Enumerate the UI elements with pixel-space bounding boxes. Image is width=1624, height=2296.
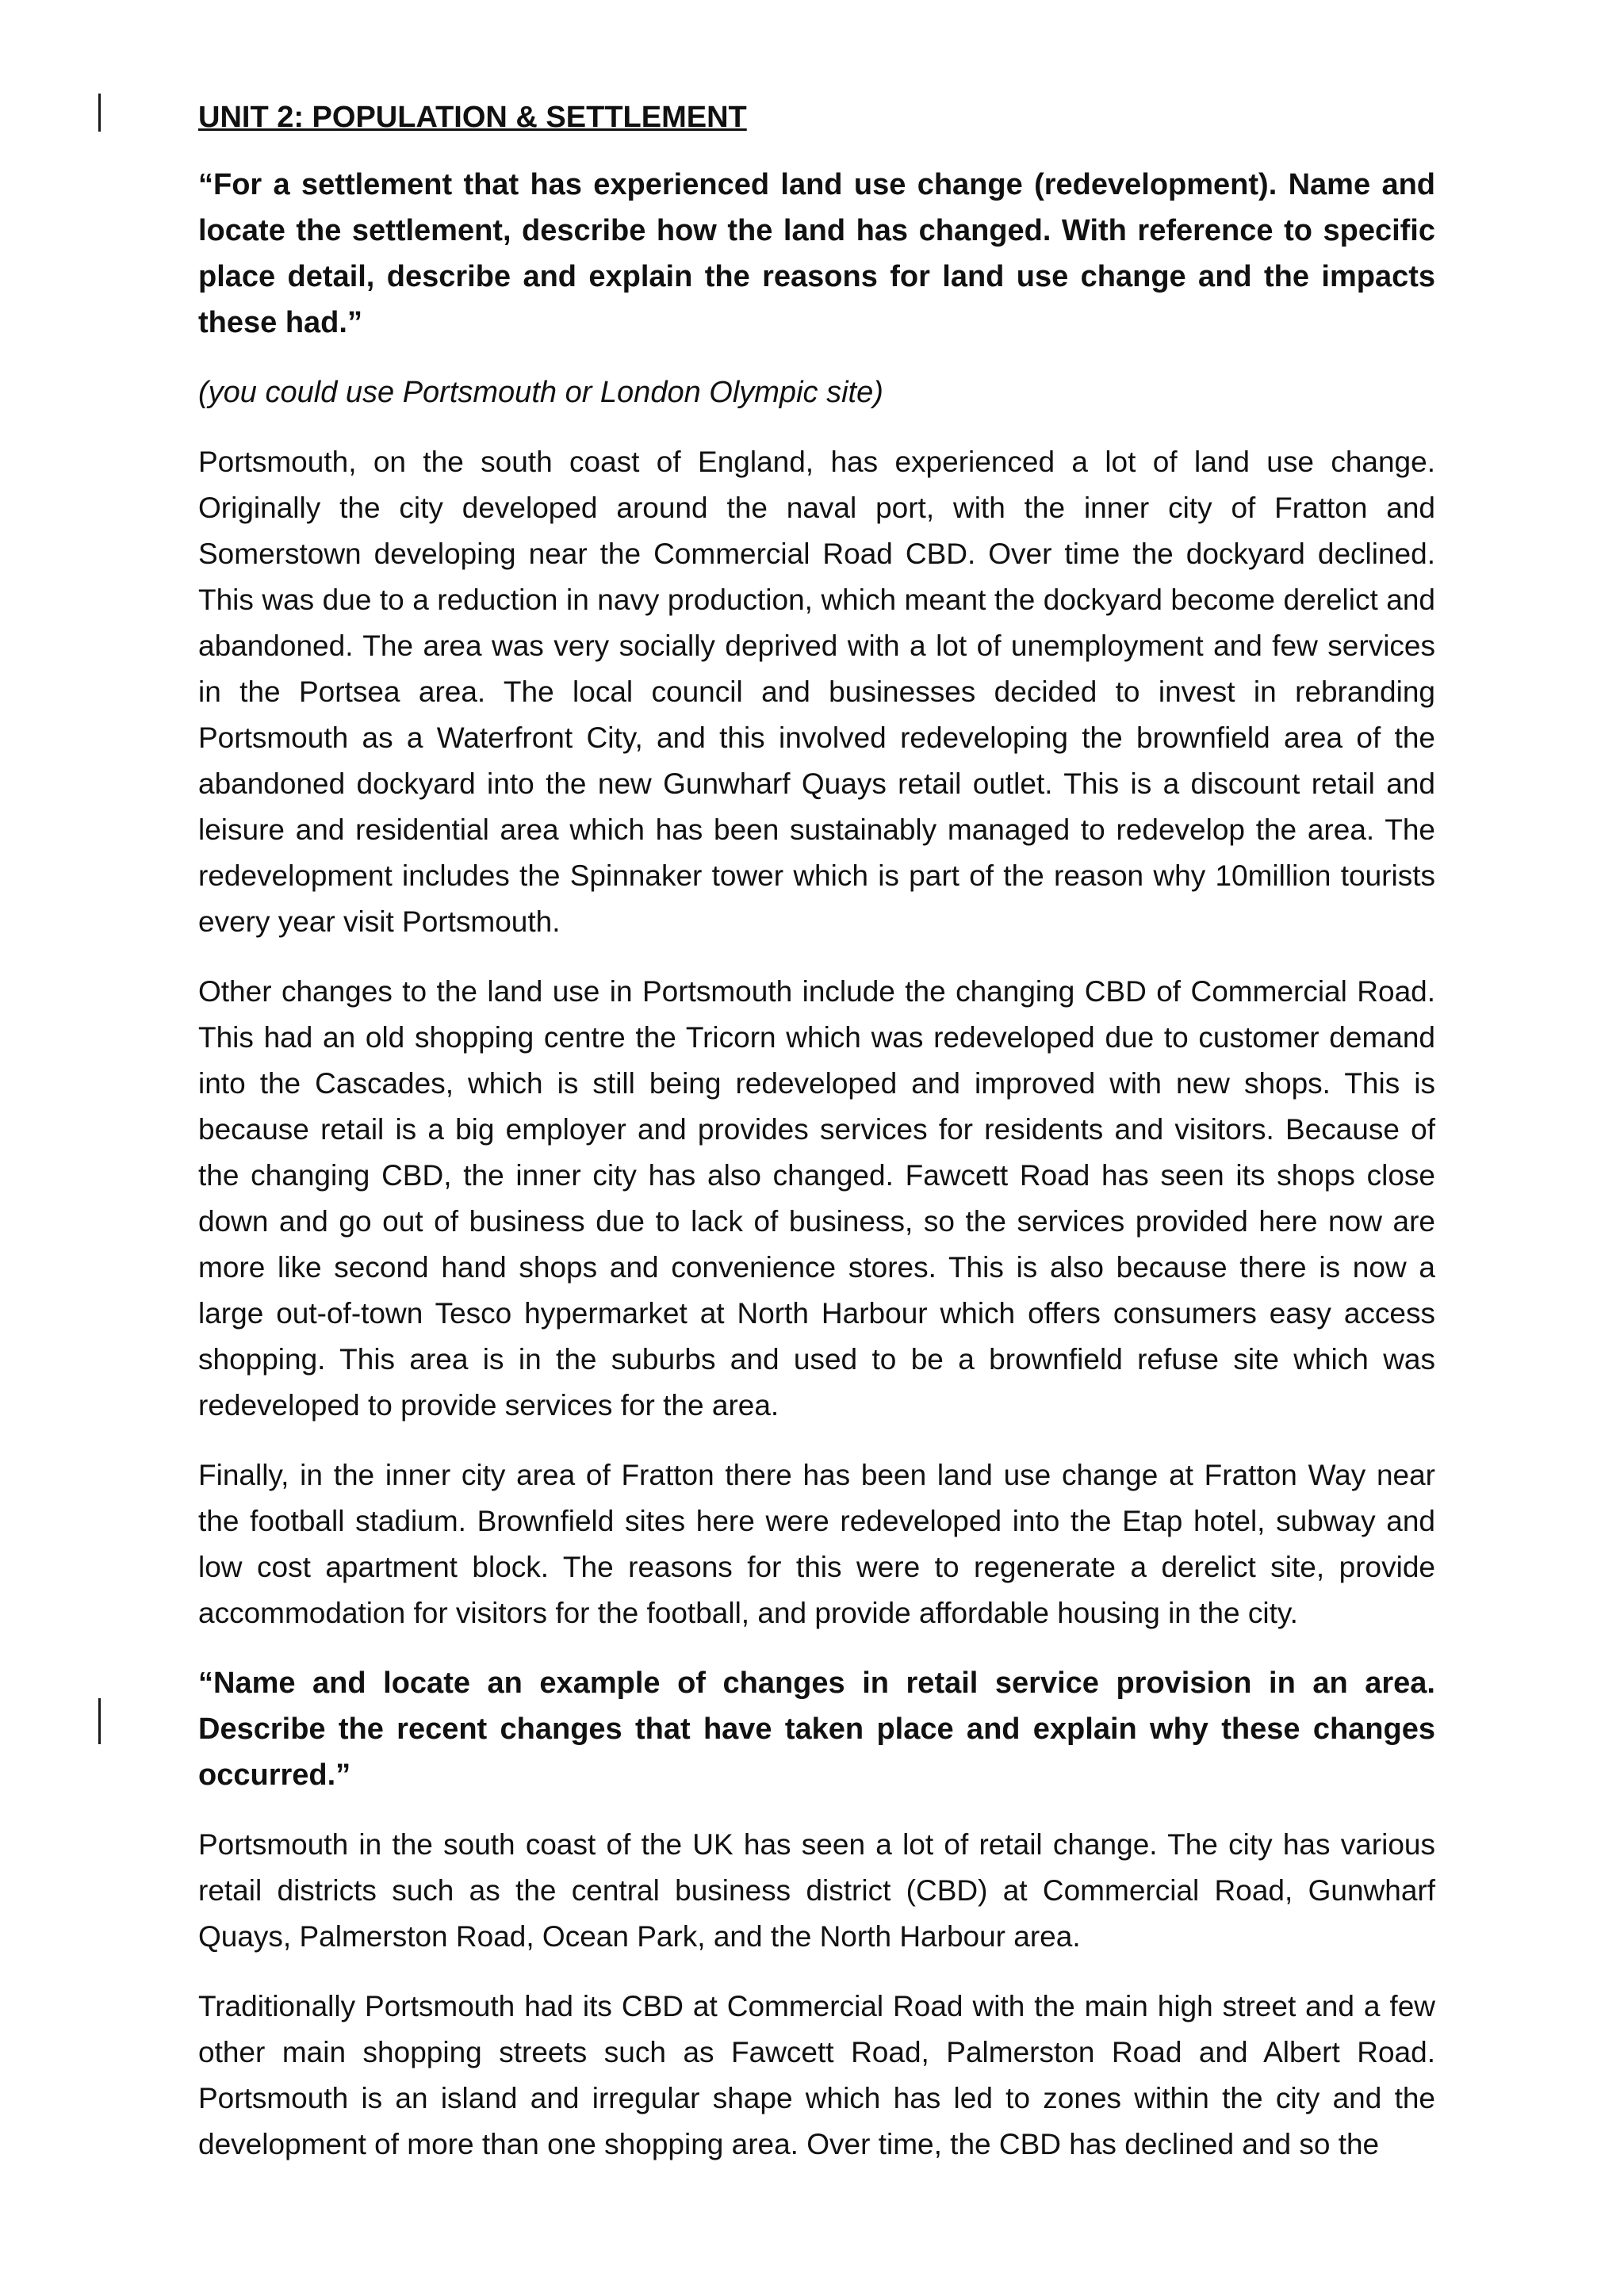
document-page — [198, 97, 1435, 2191]
question-retail-change: “Name and locate an example of changes in retail service provision in an area. Describe the recent changes that have taken place and explain why these changes occurred.” — [198, 1667, 1435, 1792]
answer1-paragraph-3: Finally, in the inner city area of Fratton there has been land use change at Fratton Way near the football stadium. Brownfield sites here were redeveloped into the Etap hotel, subway and low cost apartment block. The reasons for this were to regenerate a derelict site, provide accommodation for visitors for the football, and provide affordable housing in the city. — [198, 1459, 1435, 1629]
question-land-use-change: “For a settlement that has experienced land use change (redevelopment). Name and locate the settlement, describe how the land has changed. With reference to specific place detail, describe and explain the reasons for land use change and the impacts these had.” — [198, 168, 1435, 339]
answer2-paragraph-1: Portsmouth in the south coast of the UK has seen a lot of retail change. The city has various retail districts such as the central business district (CBD) at Commercial Road, Gunwharf Quays, Palmerston Road, Ocean Park, and the North Harbour area. — [198, 1828, 1435, 1953]
revision-bar-top — [98, 94, 101, 132]
answer1-paragraph-2: Other changes to the land use in Portsmouth include the changing CBD of Commercial Road. This had an old shopping centre the Tricorn which was redeveloped due to customer demand into the Cascades, which is still being redeveloped and improved with new shops. This is because retail is a big employer and provides services for residents and visitors. Because of the changing CBD, the inner city has also changed. Fawcett Road has seen its shops close down and go out of business due to lack of business, so the services provided here now are more like second hand shops and convenience stores. This is also because there is now a large out-of-town Tesco hypermarket at North Harbour which offers consumers easy access shopping. This area is in the suburbs and used to be a brownfield refuse site which was redeveloped to provide services for the area. — [198, 975, 1435, 1422]
question-hint: (you could use Portsmouth or London Olympic site) — [198, 376, 883, 409]
revision-bar-middle — [98, 1698, 101, 1744]
unit-heading: UNIT 2: POPULATION & SETTLEMENT — [198, 101, 747, 134]
answer1-paragraph-1: Portsmouth, on the south coast of England, has experienced a lot of land use change. Originally the city developed around the naval port, with the inner city of Fratton and Somerstown developing near the Commercial Road CBD. Over time the dockyard declined. This was due to a reduction in navy production, which meant the dockyard become derelict and abandoned. The area was very socially deprived with a lot of unemployment and few services in the Portsea area. The local council and businesses decided to invest in rebranding Portsmouth as a Waterfront City, and this involved redeveloping the brownfield area of the abandoned dockyard into the new Gunwharf Quays retail outlet. This is a discount retail and leisure and residential area which has been sustainably managed to redevelop the area. The redevelopment includes the Spinnaker tower which is part of the reason why 10million tourists every year visit Portsmouth. — [198, 446, 1435, 938]
answer2-paragraph-2: Traditionally Portsmouth had its CBD at Commercial Road with the main high street and a few other main shopping streets such as Fawcett Road, Palmerston Road and Albert Road. Portsmouth is an island and irregular shape which has led to zones within the city and the development of more than one shopping area. Over time, the CBD has declined and so the — [198, 1990, 1435, 2160]
